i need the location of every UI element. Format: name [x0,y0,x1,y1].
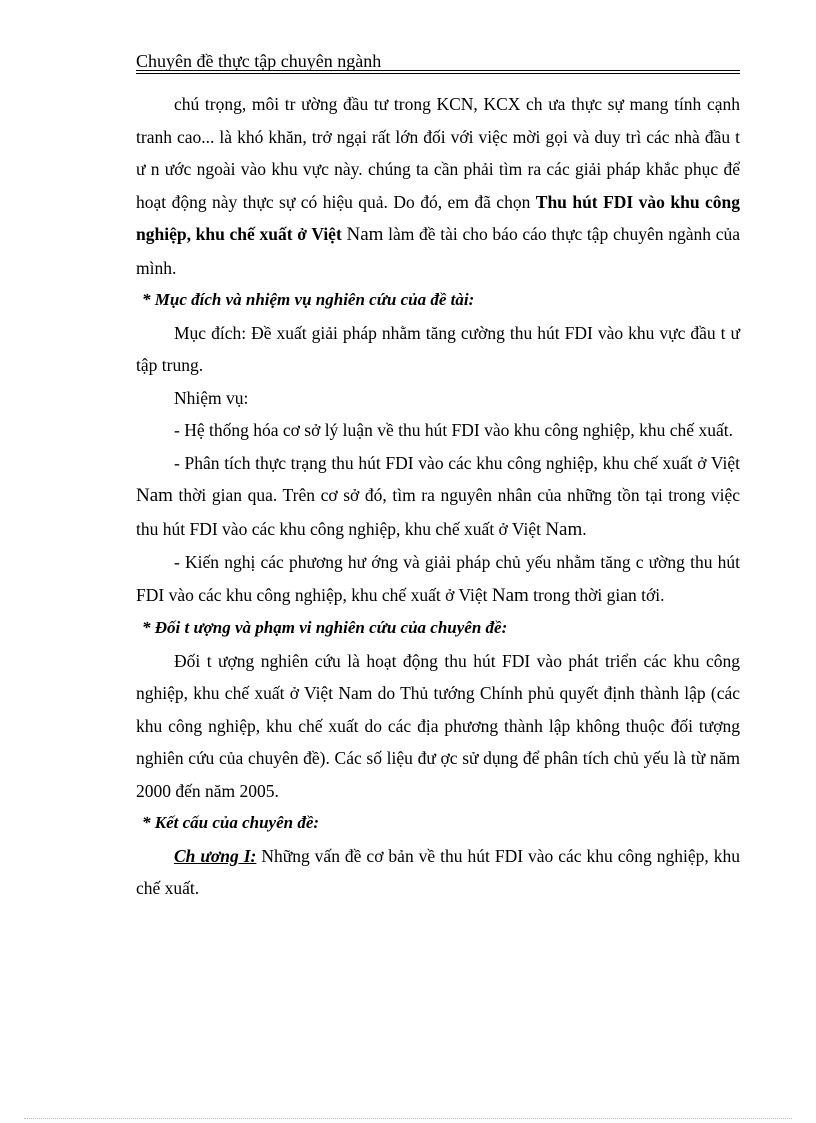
task2-text-c: . [582,518,587,539]
intro-text-end: làm đề tài cho báo cáo thực tập chuyên ngành của mình. [136,224,740,278]
intro-paragraph [136,88,740,284]
topic-title-nam: Nam [346,224,384,245]
task2-text-a: - Phân tích thực trạng thu hút FDI vào các khu công nghiệp, khu chế xuất ở Việt [174,452,740,473]
document-body [136,88,740,905]
chapter-1-text: Những vấn đề cơ bản về thu hút FDI vào các khu công nghiệp, khu chế xuất. [136,845,740,898]
tasks-label: Nhiệm vụ: [174,387,249,408]
page-header [136,50,740,72]
task2-nam: Nam [136,485,173,506]
purpose-paragraph: Mục đích: Đề xuất giải pháp nhằm tăng cường thu hút FDI vào khu vực đầu t ư tập trung. [136,322,740,375]
header-rule-bottom [136,73,740,74]
task3-text-a: - Kiến nghị các phương hư ớng và giải pháp chủ yếu nhằm tăng c ường thu hút FDI vào các khu công nghiệp, khu chế xuất ở Việt [136,552,740,605]
topic-title: Thu hút FDI vào khu công nghiệp, khu chế xuất ở Việt [136,191,740,244]
page-bottom-border [24,1118,792,1119]
task-item-3 [136,546,740,612]
heading-scope: * Đối t ượng và phạm vi nghiên cứu của chuyên đề: [142,618,508,637]
task-item-2 [136,447,740,547]
header-title: Chuyên đề thực tập chuyên ngành [136,51,382,71]
heading-structure: * Kết cấu của chuyên đề: [142,813,320,832]
task2-nam-2: Nam [545,518,583,540]
task3-nam: Nam [491,584,529,606]
header-rule-top [136,70,740,71]
task3-text-b: trong thời gian tới. [528,584,665,605]
task2-text-b: thời gian qua. Trên cơ sở đó, tìm ra nguyên nhân của những tồn tại trong việc thu hút FDI vào các khu công nghiệp, khu chế xuất ở Việt [136,485,740,539]
chapter-1-label: Ch ương I: [174,845,257,866]
scope-paragraph: Đối t ượng nghiên cứu là hoạt động thu hút FDI vào phát triển các khu công nghiệp, khu chế xuất ở Việt Nam do Thủ tướng Chính phủ quyết định thành lập (các khu công nghiệp, khu chế xuất do các địa phương thành lập không thuộc đối tượng nghiên cứu của chuyên đề). Các số liệu đư ợc sử dụng để phân tích chủ yếu là từ năm 2000 đến năm 2005. [136,650,740,801]
intro-text: chú trọng, môi tr ường đầu tư trong KCN, KCX ch ưa thực sự mang tính cạnh tranh cao... là khó khăn, trở ngại rất lớn đối với việc mời gọi và duy trì các nhà đầu t ư n ước ngoài vào khu vực này. chúng ta cần phải tìm ra các giải pháp khắc phục để hoạt động này thực sự có hiệu quả. Do đó, em đã chọn [136,94,740,212]
chapter-1-paragraph [136,840,740,905]
task-item-1: - Hệ thống hóa cơ sở lý luận về thu hút FDI vào khu công nghiệp, khu chế xuất. [174,420,733,440]
heading-purpose: * Mục đích và nhiệm vụ nghiên cứu của đề tài: [142,290,475,309]
